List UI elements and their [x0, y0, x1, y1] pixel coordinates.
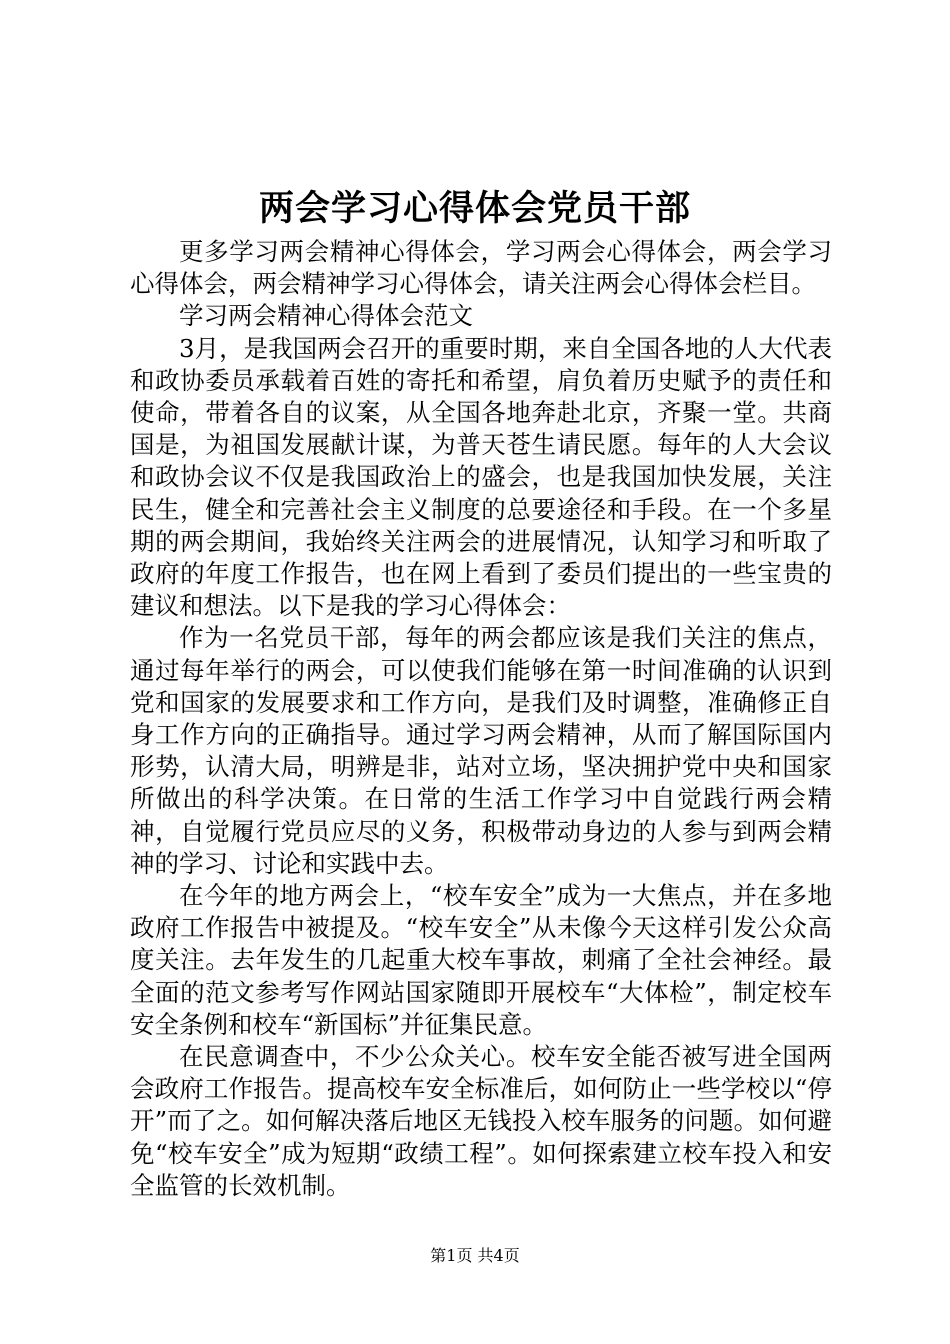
body-paragraph: 作为一名党员干部，每年的两会都应该是我们关注的焦点，通过每年举行的两会，可以使我们能够在第一时间准确的认识到党和国家的发展要求和工作方向，是我们及时调整，准确修正自身工作方向的正确指导。通过学习两会精神，从而了解国际国内形势，认清大局，明辨是非，站对立场，坚决拥护党中央和国家所做出的科学决策。在日常的生活工作学习中自觉践行两会精神，自觉履行党员应尽的义务，积极带动身边的人参与到两会精神的学习、讨论和实践中去。	[130, 623, 832, 878]
section-heading: 学习两会精神心得体会范文	[179, 301, 473, 331]
document-body	[130, 236, 832, 1202]
page-title: 两会学习心得体会党员干部	[258, 188, 691, 229]
body-paragraph: 3月，是我国两会召开的重要时期，来自全国各地的人大代表和政协委员承载着百姓的寄托和希望，肩负着历史赋予的责任和使命，带着各自的议案，从全国各地奔赴北京，齐聚一堂。共商国是，为祖国发展献计谋，为普天苍生请民愿。每年的人大会议和政协会议不仅是我国政治上的盛会，也是我国加快发展，关注民生，健全和完善社会主义制度的总要途径和手段。在一个多星期的两会期间，我始终关注两会的进展情况，认知学习和听取了政府的年度工作报告，也在网上看到了委员们提出的一些宝贵的建议和想法。以下是我的学习心得体会：	[130, 333, 832, 621]
body-paragraph: 在民意调查中，不少公众关心。校车安全能否被写进全国两会政府工作报告。提高校车安全标准后，如何防止一些学校以“停开”而了之。如何解决落后地区无钱投入校车服务的问题。如何避免“校车安全”成为短期“政绩工程”。如何探索建立校车投入和安全监管的长效机制。	[130, 1042, 832, 1200]
intro-paragraph: 更多学习两会精神心得体会，学习两会心得体会，两会学习心得体会，两会精神学习心得体会，请关注两会心得体会栏目。	[130, 237, 832, 299]
body-paragraph: 在今年的地方两会上，“校车安全”成为一大焦点，并在多地政府工作报告中被提及。“校车安全”从未像今天这样引发公众高度关注。去年发生的几起重大校车事故，刺痛了全社会神经。最全面的范文参考写作网站国家随即开展校车“大体检”，制定校车安全条例和校车“新国标”并征集民意。	[130, 881, 832, 1039]
page-number-footer: 第1页 共4页	[430, 1246, 520, 1265]
